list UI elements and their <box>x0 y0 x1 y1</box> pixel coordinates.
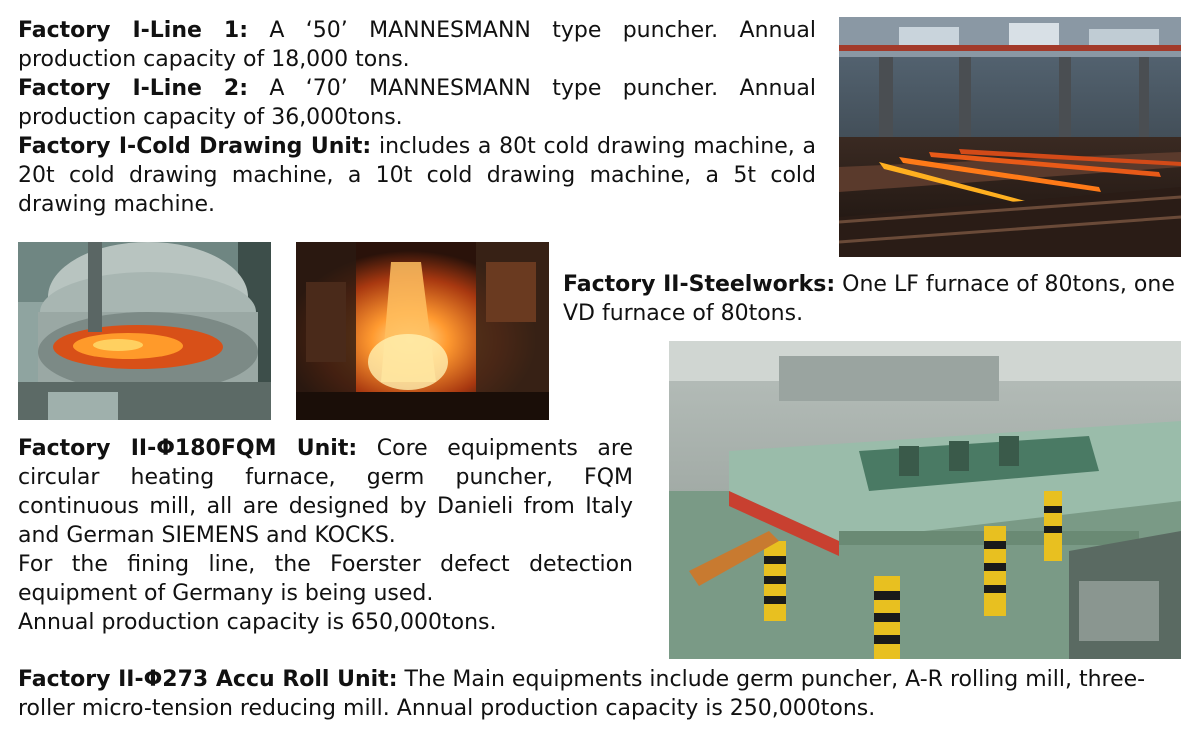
steelworks-paragraph <box>563 270 1183 328</box>
cold-drawing-text: includes a 80t cold drawing machine, a 20t cold drawing machine, a 10t cold drawing machine, a 5t cold drawing machine. <box>18 134 816 217</box>
cold-drawing-paragraph <box>18 132 816 219</box>
steelworks-section <box>563 270 1183 328</box>
ladle-furnace-photo <box>18 242 271 420</box>
line-one-text: A ‘50’ MANNESMANN type puncher. Annual production capacity of 18,000 tons. <box>18 18 816 72</box>
fqm-unit-text: Core equipments are circular heating furnace, germ puncher, FQM continuous mill, all are designed by Danieli from Italy and German SIEMENS and KOCKS. <box>18 436 633 548</box>
fqm-unit-heading: Factory II-Φ180FQM Unit: <box>18 436 358 461</box>
steel-pouring-photo <box>296 242 549 420</box>
steelworks-text: One LF furnace of 80tons, one VD furnace of 80tons. <box>563 272 1175 326</box>
line-one-heading: Factory I-Line 1: <box>18 18 249 43</box>
line-two-heading: Factory I-Line 2: <box>18 76 249 101</box>
fqm-plant-photo <box>669 341 1181 659</box>
rolling-mill-photo <box>839 17 1181 257</box>
line-two-text: A ‘70’ MANNESMANN type puncher. Annual production capacity of 36,000tons. <box>18 76 816 130</box>
fqm-capacity-paragraph: Annual production capacity is 650,000tons. <box>18 610 497 635</box>
accu-roll-section <box>18 665 1188 723</box>
fqm-unit-paragraph <box>18 434 633 550</box>
factory-one-section <box>18 16 816 219</box>
cold-drawing-heading: Factory I-Cold Drawing Unit: <box>18 134 372 159</box>
line-one-paragraph <box>18 16 816 74</box>
accu-roll-paragraph <box>18 665 1188 723</box>
fqm-unit-section <box>18 434 633 637</box>
accu-roll-heading: Factory II-Φ273 Accu Roll Unit: <box>18 667 398 692</box>
fining-line-paragraph: For the fining line, the Foerster defect detection equipment of Germany is being used. <box>18 552 633 606</box>
accu-roll-text: The Main equipments include germ puncher, A-R rolling mill, three-roller micro-tension reducing mill. Annual production capacity is 250,000tons. <box>18 667 1146 721</box>
steelworks-heading: Factory II-Steelworks: <box>563 272 836 297</box>
line-two-paragraph <box>18 74 816 132</box>
